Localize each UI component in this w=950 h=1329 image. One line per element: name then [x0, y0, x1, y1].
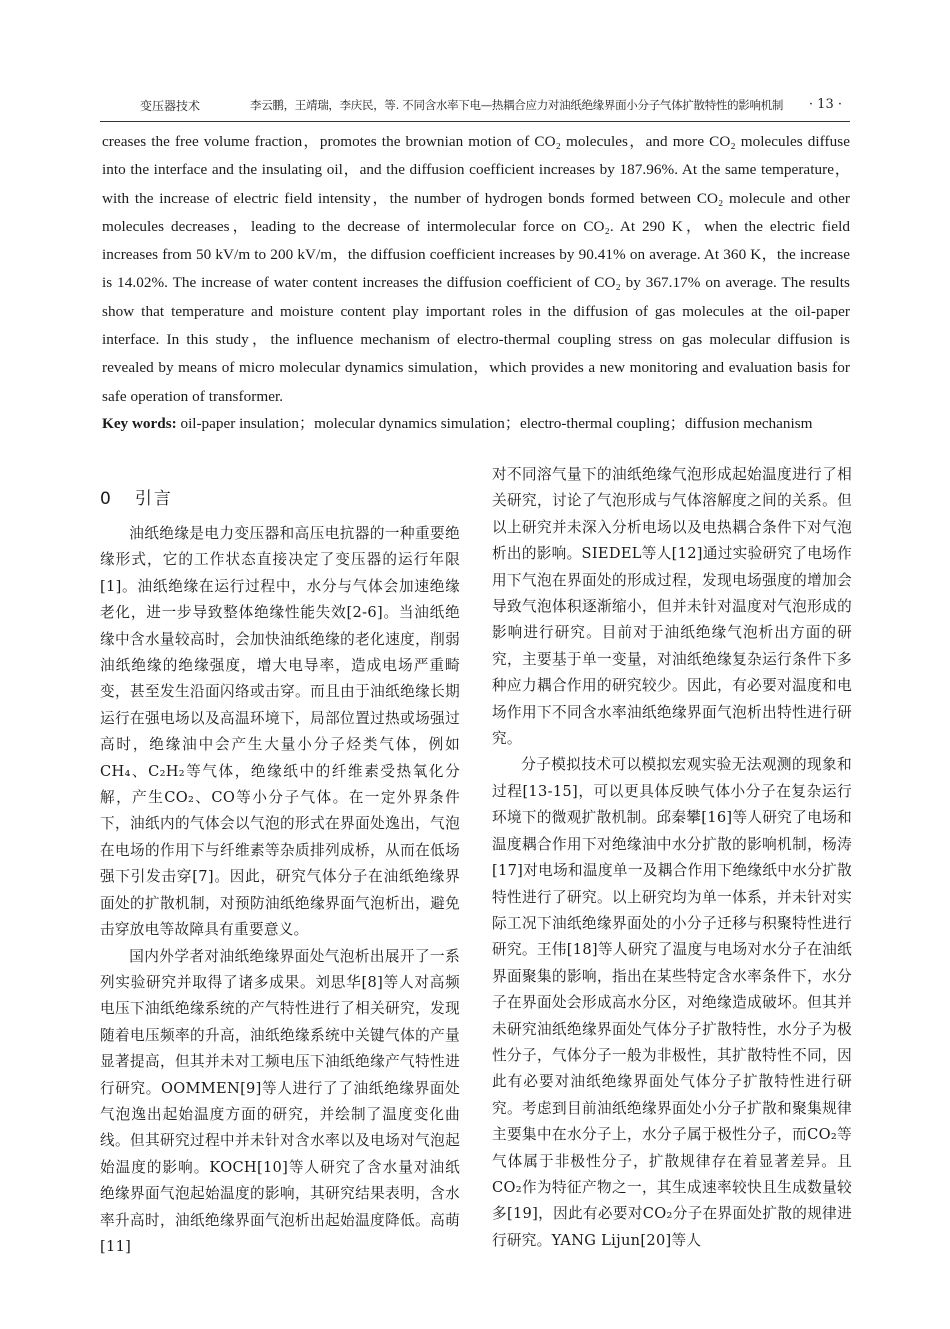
- paragraph: 油纸绝缘是电力变压器和高压电抗器的一种重要绝缘形式，它的工作状态直接决定了变压器的运行年限[1]。油纸绝缘在运行过程中，水分与气体会加速绝缘老化，进一步导致整体绝缘性能失效[2-6]。当油纸绝缘中含水量较高时，会加快油纸绝缘的老化速度，削弱油纸绝缘的绝缘强度，增大电导率，造成电场严重畸变，甚至发生沿面闪络或击穿。而且由于油纸绝缘长期运行在强电场以及高温环境下，局部位置过热或场强过高时，绝缘油中会产生大量小分子烃类气体，例如CH₄、C₂H₂等气体，绝缘纸中的纤维素受热氧化分解，产生CO₂、CO等小分子气体。在一定外界条件下，油纸内的气体会以气泡的形式在界面处逸出，气泡在电场的作用下与纤维素等杂质排列成桥，从而在低场强下引发击穿[7]。因此，研究气体分子在油纸绝缘界面处的扩散机制，对预防油纸绝缘界面气泡析出，避免击穿放电等故障具有重要意义。: [100, 525, 460, 939]
- paragraph: 对不同溶气量下的油纸绝缘气泡形成起始温度进行了相关研究，讨论了气泡形成与气体溶解度之间的关系。但以上研究并未深入分析电场以及电热耦合条件下对气泡析出的影响。SIEDEL等人[12]通过实验研究了电场作用下气泡在界面处的形成过程，发现电场强度的增加会导致气泡体积逐渐缩小，但并未针对温度对气泡形成的影响进行研究。目前对于油纸绝缘气泡析出方面的研究，主要基于单一变量，对油纸绝缘复杂运行条件下多种应力耦合作用的研究较少。因此，有必要对温度和电场作用下不同含水率油纸绝缘界面气泡析出特性进行研究。: [492, 466, 852, 748]
- running-header: [100, 97, 850, 119]
- section-number: 0: [100, 489, 113, 509]
- paragraph: 国内外学者对油纸绝缘界面处气泡析出展开了一系列实验研究并取得了诸多成果。刘思华[8]等人对高频电压下油纸绝缘系统的产气特性进行了相关研究，发现随着电压频率的升高，油纸绝缘系统中关键气体的产量显著提高，但其并未对工频电压下油纸绝缘产气特性进行研究。OOMMEN[9]等人进行了了油纸绝缘界面处气泡逸出起始温度方面的研究，并绘制了温度变化曲线。但其研究过程中并未针对含水率以及电场对气泡起始温度的影响。KOCH[10]等人研究了含水量对油纸绝缘界面气泡起始温度的影响，其研究结果表明，含水率升高时，油纸绝缘界面气泡析出起始温度降低。高萌[11]: [100, 947, 460, 1255]
- keywords-text: oil-paper insulation；molecular dynamics simulation；electro-thermal coupling；diffusion mechanism: [176, 415, 813, 432]
- paragraph: 分子模拟技术可以模拟宏观实验无法观测的现象和过程[13-15]，可以更具体反映气体小分子在复杂运行环境下的微观扩散机制。邱秦攀[16]等人研究了电场和温度耦合作用下对绝缘油中水分扩散的影响机制，杨涛[17]对电场和温度单一及耦合作用下绝缘纸中水分扩散特性进行了研究。以上研究均为单一体系，并未针对实际工况下油纸绝缘界面处的小分子迁移与积聚特性进行研究。王伟[18]等人研究了温度与电场对水分子在油纸界面聚集的影响，指出在某些特定含水率条件下，水分子在界面处会形成高水分区，对绝缘造成破坏。但其并未研究油纸绝缘界面处气体分子扩散特性，水分子为极性分子，气体分子一般为非极性，其扩散特性不同，因此有必要对油纸绝缘界面处气体分子扩散特性进行研究。考虑到目前油纸绝缘界面处小分子扩散和聚集规律主要集中在水分子上，水分子属于极性分子，而CO₂等气体属于非极性分子，扩散规律存在着显著差异。且CO₂作为特征产物之一，其生成速率较快且生成数量较多[19]，因此有必要对CO₂分子在界面处扩散的规律进行研究。YANG Lijun[20]等人: [492, 756, 852, 1249]
- section-title: 引言: [134, 489, 173, 509]
- abstract-text: creases the free volume fraction，promotes the brownian motion of CO₂ molecules，and more CO₂ molecules diffuse into the interface and the insulating oil，and the diffusion coefficient increases by 187.96%. At the same temperature，with the increase of electric field intensity，the number of hydrogen bonds formed between CO₂ molecule and other molecules decreases，leading to the decrease of intermolecular force on CO₂. At 290 K，when the electric field increases from 50 kV/m to 200 kV/m，the diffusion coefficient increases by 90.41% on average. At 360 K，the increase is 14.02%. The increase of water content increases the diffusion coefficient of CO₂ by 367.17% on average. The results show that temperature and moisture content play important roles in the diffusion of gas molecules at the oil-paper interface. In this study，the influence mechanism of electro-thermal coupling stress on gas molecular diffusion is revealed by means of micro molecular dynamics simulation，which provides a new monitoring and evaluation basis for safe operation of transformer.: [102, 133, 850, 405]
- abstract: [102, 128, 850, 411]
- section-heading: [100, 484, 173, 509]
- keywords: [102, 410, 850, 438]
- running-title: 李云鹏，王靖瑞，李庆民，等. 不同含水率下电—热耦合应力对油纸绝缘界面小分子气体扩散特性的影响机制: [250, 98, 784, 112]
- left-column: [100, 521, 460, 1260]
- page-number: · 13 ·: [808, 97, 842, 112]
- keywords-label: Key words:: [102, 415, 177, 432]
- journal-name: 变压器技术: [140, 99, 201, 113]
- header-rule: [100, 121, 850, 122]
- right-column: [492, 462, 852, 1254]
